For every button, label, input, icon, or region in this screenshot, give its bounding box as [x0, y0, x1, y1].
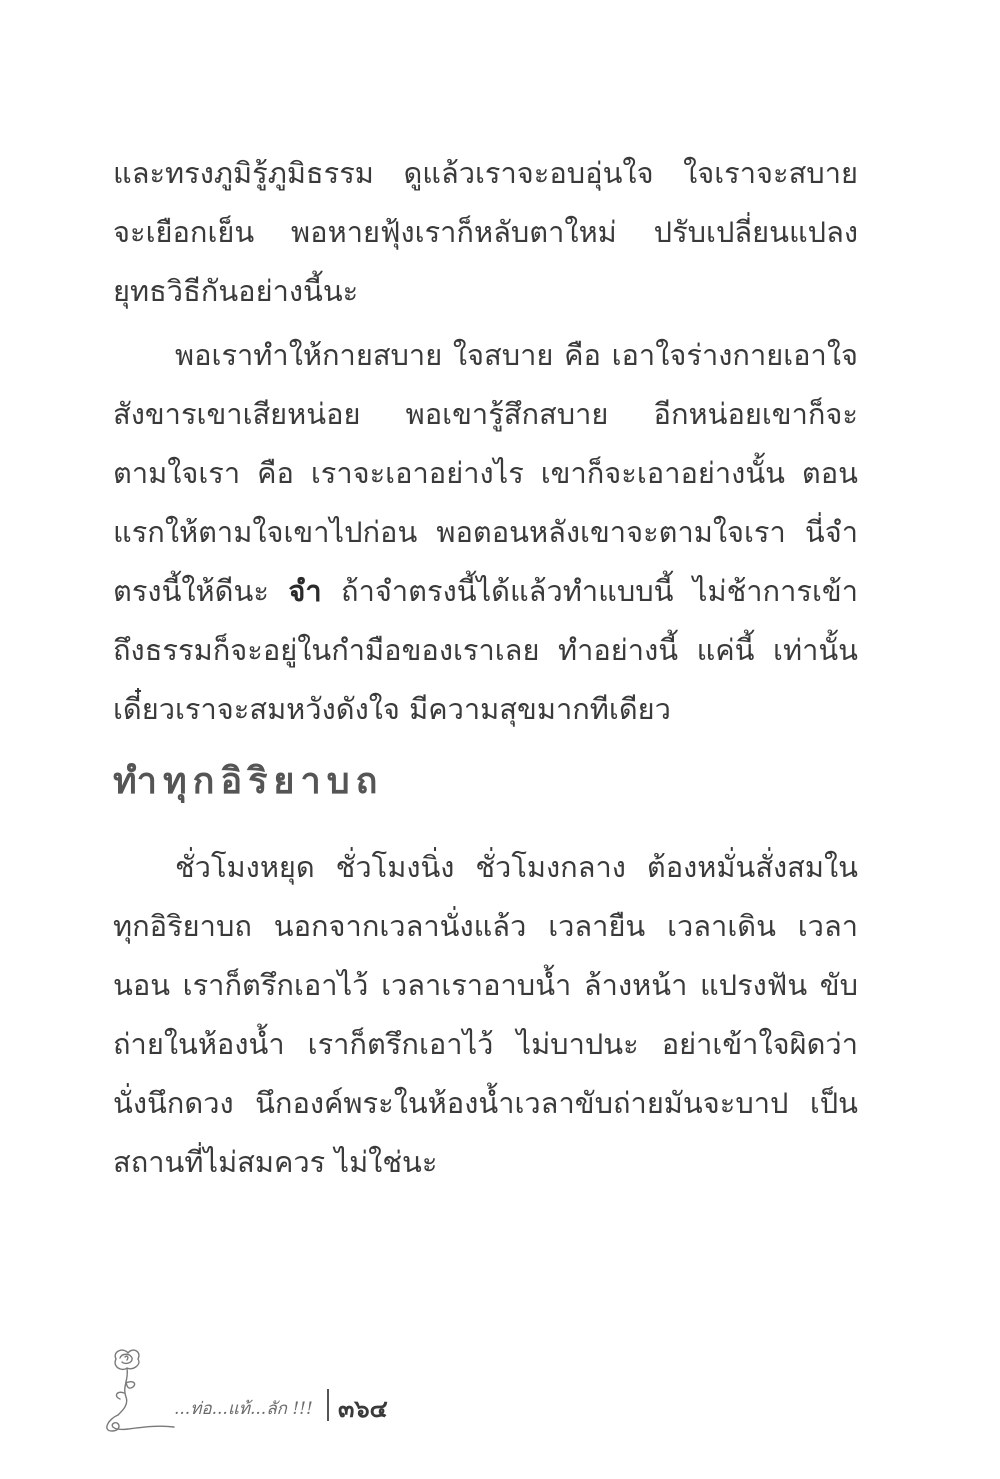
paragraph-3: ชั่วโมงหยุด ชั่วโมงนิ่ง ชั่วโมงกลาง ต้องหมั่นสั่งสมในทุกอิริยาบถ นอกจากเวลานั่งแล้ว เวลายืน เวลาเดิน เวลานอน เราก็ตรึกเอาไว้ เวลาเราอาบน้ำ ล้างหน้า แปรงฟัน ขับถ่ายในห้องน้ำ เราก็ตรึกเอาไว้ ไม่บาปนะ อย่าเข้าใจผิดว่า นั่งนึกดวง นึกองค์พระในห้องน้ำเวลาขับถ่ายมันจะบาป เป็นสถานที่ไม่สมควร ไม่ใช่นะ: [113, 850, 858, 1179]
paragraph-1: และทรงภูมิรู้ภูมิธรรม ดูแล้วเราจะอบอุ่นใจ ใจเราจะสบาย จะเยือกเย็น พอหายฟุ้งเราก็หลับตาใหม่ ปรับเปลี่ยนแปลงยุทธวิธีกันอย่างนี้นะ: [113, 156, 858, 308]
paragraph-2-text-start: พอเราทำให้กายสบาย ใจสบาย คือ เอาใจร่างกายเอาใจสังขารเขาเสียหน่อย พอเขารู้สึกสบาย อีกหน่อยเขาก็จะตามใจเรา คือ เราจะเอาอย่างไร เขาก็จะเอาอย่างนั้น ตอนแรกให้ตามใจเขาไปก่อน พอตอนหลังเขาจะตามใจเรา นี่จำตรงนี้ให้ดีนะ: [113, 338, 858, 608]
emphasis-word: จำ: [288, 574, 322, 608]
paragraph-2-text-end: ถ้าจำตรงนี้ได้แล้วทำแบบนี้ ไม่ช้าการเข้าถึงธรรมก็จะอยู่ในกำมือของเราเลย ทำอย่างนี้ แค่นี้ เท่านั้น เดี๋ยวเราจะสมหวังดังใจ มีความสุขมากทีเดียว: [113, 574, 858, 726]
page-footer: [98, 1345, 418, 1435]
rose-logo-icon: [98, 1345, 178, 1435]
page-number: ๓๖๔: [338, 1395, 388, 1423]
section-heading: ทำทุกอิริยาบถ: [113, 760, 384, 802]
footer-divider: [327, 1389, 329, 1421]
book-title: ...ท่อ...แท้...ลัก !!!: [174, 1399, 313, 1419]
paragraph-2: [113, 326, 858, 739]
